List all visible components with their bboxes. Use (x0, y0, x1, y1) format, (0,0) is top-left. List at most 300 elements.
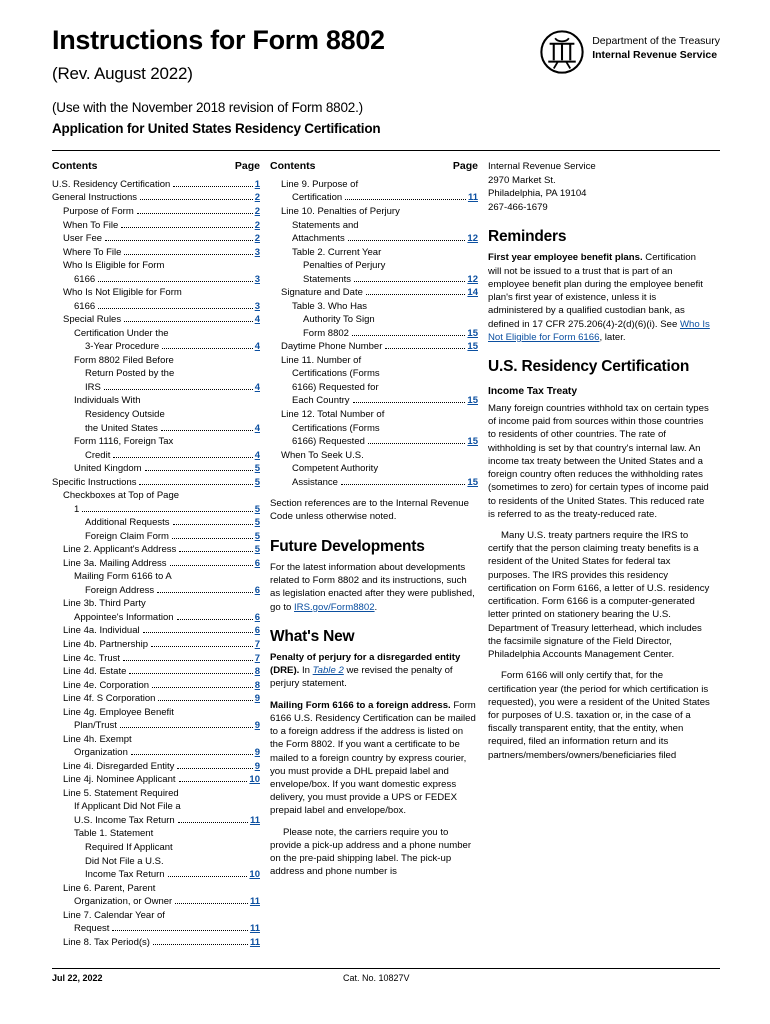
mailing-rest: Form 6166 U.S. Residency Certification can be mailed to a foreign address if the address is listed on the Form 8802. If you want a certificate to be mailed to a foreign country by express courier, you must provide a DHL prepaid label and envelope/box. If you want domestic express delivery, you must provide a UPS or FEDEX prepaid label and envelope/box. (270, 699, 476, 817)
toc-entry-label: Return Posted by the (85, 368, 175, 380)
toc-page-number[interactable]: 7 (254, 652, 260, 664)
toc-entry[interactable] (52, 274, 260, 286)
toc-leader-dots (172, 538, 253, 539)
toc-entry-label: Line 4g. Employee Benefit (63, 706, 174, 718)
toc-leader-dots (121, 227, 252, 228)
agency-department: Department of the Treasury (592, 35, 720, 47)
toc-leader-dots (139, 484, 252, 485)
toc-leader-dots (175, 903, 248, 904)
toc-entry-label: Certifications (Forms (292, 422, 380, 434)
toc-page-number[interactable]: 5 (254, 503, 260, 515)
residency-paragraph-1: Many foreign countries withhold tax on certain types of income paid from sources within those countries to residents of other countries. The rate of withholding is set by that country's internal law. An income tax treaty between the United States and a foreign country often reduces the withholding rates (sometimes to zero) for certain types of income paid to residents of the United States. This reduced rate is referred to as the treaty-reduced rate. (488, 402, 709, 520)
toc-leader-dots (161, 430, 253, 431)
toc-entry[interactable] (270, 192, 478, 204)
toc-entry[interactable] (270, 341, 478, 353)
toc-entry[interactable] (52, 477, 260, 489)
toc-entry-label: Line 2. Applicant's Address (63, 544, 177, 556)
toc-entry[interactable] (52, 937, 260, 949)
toc-page-number[interactable]: 11 (249, 923, 260, 935)
toc-page-number[interactable]: 6 (254, 584, 260, 596)
toc-leader-dots (140, 199, 253, 200)
toc-entry[interactable] (52, 910, 260, 922)
toc-entry[interactable] (52, 463, 260, 475)
toc-entry[interactable] (52, 260, 260, 272)
toc-page-number[interactable]: 3 (254, 273, 260, 285)
toc-entry[interactable] (52, 341, 260, 353)
toc-entry[interactable] (52, 653, 260, 665)
toc-entry[interactable] (52, 314, 260, 326)
toc-entry[interactable] (52, 355, 260, 367)
toc-entry[interactable] (52, 301, 260, 313)
toc-entry-label: 6166 (74, 273, 96, 285)
reminders-text-pre: Certification will not be issued to a trust that is part of an employee benefit plan during the employee benefit plan's first year of existence, unless it is administered by a qualified custodian bank, as defined in 17 CFR 275.206(4)-2(d)(6)(i). See (488, 252, 703, 330)
address-phone: 267-466-1679 (488, 201, 548, 213)
contents-header-2 (270, 160, 478, 174)
future-developments-paragraph (270, 561, 478, 614)
toc-entry-label: Line 4a. Individual (63, 625, 140, 637)
agency-service: Internal Revenue Service (592, 49, 718, 62)
toc-entry-label: Plan/Trust (74, 720, 117, 732)
toc-entry[interactable] (270, 260, 478, 272)
document-footer (52, 968, 720, 983)
toc-entry-label: Certification (292, 192, 343, 204)
toc-page-number[interactable]: 4 (254, 341, 260, 353)
toc-entry[interactable] (52, 368, 260, 380)
toc-entry-label: Line 7. Calendar Year of (63, 909, 165, 921)
toc-leader-dots (123, 660, 253, 661)
toc-entry[interactable] (52, 558, 260, 570)
toc-entry[interactable] (52, 828, 260, 840)
toc-entry-label: Checkboxes at Top of Page (63, 490, 180, 502)
toc-leader-dots (354, 281, 465, 282)
toc-page-number[interactable]: 15 (467, 327, 478, 339)
dre-lead: Penalty of perjury for a disregarded entity (DRE). (270, 651, 461, 677)
toc-entry[interactable] (270, 395, 478, 407)
heading-us-residency-certification: U.S. Residency Certification (488, 358, 690, 376)
toc-entry-label: Request (74, 923, 110, 935)
toc-entry-label: Line 6. Parent, Parent (63, 882, 156, 894)
toc-page-number[interactable]: 4 (254, 449, 260, 461)
toc-entry[interactable] (270, 463, 478, 475)
toc-entry[interactable] (52, 531, 260, 543)
dre-mid: In (299, 665, 313, 677)
toc-entry-label: United Kingdom (74, 463, 142, 475)
toc-entry-label: 3-Year Procedure (85, 341, 160, 353)
toc-entry-label: When To Seek U.S. (281, 449, 364, 461)
toc-entry[interactable] (270, 328, 478, 340)
toc-leader-dots (173, 524, 253, 525)
toc-entry-label: Did Not File a U.S. (85, 855, 164, 867)
toc-entry-label: Credit (85, 449, 111, 461)
toc-page-number[interactable]: 14 (467, 287, 478, 299)
toc-leader-dots (113, 457, 252, 458)
toc-entry-label: Special Rules (63, 314, 122, 326)
mailing-lead: Mailing Form 6166 to a foreign address. (270, 699, 451, 711)
toc-leader-dots (179, 781, 248, 782)
toc-entry[interactable] (52, 801, 260, 813)
toc-page-number[interactable]: 2 (254, 192, 260, 204)
toc-entry[interactable] (52, 666, 260, 678)
toc-leader-dots (98, 308, 253, 309)
toc-leader-dots (170, 565, 253, 566)
toc-entry[interactable] (52, 923, 260, 935)
column-3 (488, 160, 710, 960)
toc-entry-label: Line 4c. Trust (63, 652, 121, 664)
toc-entry-label: U.S. Residency Certification (52, 178, 171, 190)
toc-leader-dots (348, 240, 466, 241)
toc-entry-label: Foreign Claim Form (85, 530, 169, 542)
toc-page-number[interactable]: 4 (254, 381, 260, 393)
toc-page-number[interactable]: 9 (254, 760, 260, 772)
toc-entry-label: Authority To Sign (303, 314, 375, 326)
subheading-income-tax-treaty: Income Tax Treaty (488, 386, 578, 398)
whats-new-item-dre (270, 651, 478, 691)
toc-leader-dots (352, 335, 465, 336)
toc-leader-dots (137, 213, 253, 214)
toc-entry-label: Form 8802 Filed Before (74, 354, 174, 366)
toc-entry[interactable] (270, 314, 478, 326)
toc-entry[interactable] (52, 856, 260, 868)
toc-entry[interactable] (52, 450, 260, 462)
toc-entry-label: Each Country (292, 395, 350, 407)
toc-page-number[interactable]: 9 (254, 747, 260, 759)
toc-page-number[interactable]: 10 (249, 869, 260, 881)
toc-leader-dots (131, 754, 253, 755)
toc-entry-label: User Fee (63, 233, 103, 245)
toc-entry[interactable] (270, 423, 478, 435)
toc-entry[interactable] (52, 287, 260, 299)
toc-entry-label: Purpose of Form (63, 206, 134, 218)
toc-entry-label: Form 1116, Foreign Tax (74, 436, 174, 448)
toc-entry[interactable] (52, 206, 260, 218)
footer-date: Jul 22, 2022 (52, 973, 103, 983)
who-is-not-eligible-link[interactable]: Who Is Not Eligible for Form 6166 (488, 318, 710, 343)
document-subtitle: Application for United States Residency Certification (52, 120, 381, 136)
toc-entry-label: Statements (303, 273, 352, 285)
toc-entry[interactable] (270, 220, 478, 232)
toc-leader-dots (145, 470, 253, 471)
toc-page-number[interactable]: 3 (254, 300, 260, 312)
heading-whats-new: What's New (270, 627, 355, 645)
toc-entry-label: Line 4b. Partnership (63, 639, 149, 651)
toc-entry[interactable] (52, 788, 260, 800)
toc-page-number[interactable]: 15 (467, 476, 478, 488)
toc-entry[interactable] (52, 598, 260, 610)
toc-entry[interactable] (270, 233, 478, 245)
toc-entry-label: U.S. Income Tax Return (74, 814, 175, 826)
toc-entry-label: Organization, or Owner (74, 896, 173, 908)
toc-page-number[interactable]: 2 (254, 219, 260, 231)
toc-page-number[interactable]: 12 (467, 273, 478, 285)
toc-entry[interactable] (52, 625, 260, 637)
body-columns (52, 160, 720, 960)
toc-leader-dots (162, 348, 253, 349)
toc-page-number[interactable]: 8 (254, 679, 260, 691)
toc-entry-label: Appointee's Information (74, 611, 174, 623)
heading-future-developments: Future Developments (270, 537, 425, 555)
toc-page-number[interactable]: 1 (254, 178, 260, 190)
toc-entry-label: Organization (74, 747, 128, 759)
toc-leader-dots (177, 768, 252, 769)
toc-entry-label: Residency Outside (85, 408, 165, 420)
toc-entry[interactable] (52, 220, 260, 232)
toc-entry[interactable] (270, 301, 478, 313)
toc-leader-dots (152, 687, 253, 688)
toc-entry[interactable] (270, 368, 478, 380)
toc-entry-label: Assistance (292, 476, 338, 488)
toc-entry-label: Line 4j. Nominee Applicant (63, 774, 176, 786)
toc-entry-label: Who Is Not Eligible for Form (63, 287, 182, 299)
toc-entry[interactable] (52, 747, 260, 759)
toc-entry-label: Penalties of Perjury (303, 260, 386, 272)
toc-entry[interactable] (270, 179, 478, 191)
toc-leader-dots (353, 402, 466, 403)
residency-paragraph-2: Many U.S. treaty partners require the IRS to certify that the person claiming treaty benefits is a resident of the United States for federal tax purposes. The IRS provides this residency certification on Form 6166, a letter of U.S. residency certification. Form 6166 is a computer-generated letter printed on stationery bearing the U.S. Department of Treasury letterhead, which includes the facsimile signature of the Field Director, Philadelphia Accounts Management Center. (488, 529, 710, 661)
address-line-3: Philadelphia, PA 19104 (488, 188, 587, 200)
toc-page-number[interactable]: 12 (467, 233, 478, 245)
section-reference-note: Section references are to the Internal Revenue Code unless otherwise noted. (270, 497, 469, 522)
toc-page-number[interactable]: 6 (254, 625, 260, 637)
toc-leader-dots (153, 944, 248, 945)
page-label: Page (452, 160, 478, 172)
toc-entry-label: General Instructions (52, 192, 138, 204)
toc-entry-label: Line 12. Total Number of (281, 408, 385, 420)
toc-leader-dots (98, 281, 253, 282)
toc-entry-label: Who Is Eligible for Form (63, 260, 165, 272)
toc-entry[interactable] (52, 436, 260, 448)
toc-entry[interactable] (52, 842, 260, 854)
toc-entry-label: Line 4h. Exempt (63, 733, 132, 745)
toc-entry[interactable] (270, 274, 478, 286)
toc-leader-dots (82, 511, 252, 512)
toc-entry[interactable] (270, 450, 478, 462)
toc-entry[interactable] (52, 179, 260, 191)
toc-entry-label: 6166 (74, 300, 96, 312)
toc-entry[interactable] (270, 382, 478, 394)
toc-entry-label: Competent Authority (292, 463, 379, 475)
column-1 (52, 160, 270, 960)
toc-leader-dots (179, 551, 252, 552)
toc-entry-label: Required If Applicant (85, 841, 173, 853)
toc-page-number[interactable]: 11 (467, 192, 478, 204)
heading-reminders: Reminders (488, 228, 567, 246)
toc-entry[interactable] (52, 544, 260, 556)
toc-entry-label: Individuals With (74, 395, 141, 407)
toc-entry[interactable] (52, 233, 260, 245)
toc-page-number[interactable]: 15 (467, 341, 478, 353)
toc-page-number[interactable]: 7 (254, 639, 260, 651)
toc-page-number[interactable]: 5 (254, 544, 260, 556)
toc-leader-dots (341, 484, 465, 485)
toc-entry[interactable] (52, 504, 260, 516)
page-title: Instructions for Form 8802 (52, 25, 385, 55)
toc-leader-dots (345, 199, 466, 200)
toc-entry[interactable] (52, 571, 260, 583)
toc-entry-label: Table 3. Who Has (292, 300, 367, 312)
toc-page-number[interactable]: 10 (249, 774, 260, 786)
toc-entry-label: Line 9. Purpose of (281, 178, 359, 190)
reminders-lead: First year employee benefit plans. (488, 252, 643, 264)
toc-entry[interactable] (52, 639, 260, 651)
contents-label: Contents (270, 160, 316, 172)
toc-entry-label: Form 8802 (303, 327, 349, 339)
whats-new-item-carriers: Please note, the carriers require you to provide a pick-up address and a phone number on the pre-paid shipping label. The pick-up address and phone number is (270, 826, 472, 878)
toc-leader-dots (151, 646, 253, 647)
reminders-paragraph (488, 251, 710, 344)
toc-list-1 (52, 179, 260, 949)
toc-entry[interactable] (52, 328, 260, 340)
fd-text-pre: For the latest information about developments related to Form 8802 and its instructions, such as legislation enacted after they were published, go to (270, 561, 475, 613)
dre-rest: we revised the penalty of perjury statement. (270, 665, 453, 690)
toc-page-number[interactable]: 4 (254, 422, 260, 434)
reminders-text-post: , later. (599, 331, 626, 343)
toc-entry-label: Signature and Date (281, 287, 363, 299)
toc-entry[interactable] (52, 612, 260, 624)
toc-page-number[interactable]: 5 (254, 476, 260, 488)
whats-new-item-mailing (270, 699, 478, 818)
toc-leader-dots (129, 673, 252, 674)
toc-entry[interactable] (270, 436, 478, 448)
toc-entry[interactable] (52, 585, 260, 597)
toc-page-number[interactable]: 5 (254, 463, 260, 475)
toc-leader-dots (158, 700, 252, 701)
address-line-1: Internal Revenue Service (488, 161, 596, 172)
toc-entry[interactable] (52, 490, 260, 502)
toc-leader-dots (368, 443, 466, 444)
irs-form8802-link[interactable]: IRS.gov/Form8802 (294, 601, 375, 613)
residency-paragraph-3: Form 6166 will only certify that, for the certification year (the period for which certification is requested), you were a resident of the United States for purposes of U.S. taxation or, in the case of a fiscally transparent entity, that the entity, when required, filed an information return and its partners/members/owners/beneficiaries filed (488, 670, 710, 761)
toc-entry[interactable] (52, 815, 260, 827)
toc-entry-label: Income Tax Return (85, 869, 165, 881)
toc-entry-label: Foreign Address (85, 584, 155, 596)
toc-entry[interactable] (52, 734, 260, 746)
contents-label: Contents (52, 160, 98, 172)
revision-label: (Rev. August 2022) (52, 63, 193, 83)
toc-page-number[interactable]: 5 (254, 517, 260, 529)
toc-entry[interactable] (52, 774, 260, 786)
toc-leader-dots (112, 930, 248, 931)
toc-page-number[interactable]: 8 (254, 666, 260, 678)
toc-leader-dots (104, 389, 253, 390)
toc-entry-label: Line 3b. Third Party (63, 598, 146, 610)
toc-entry[interactable] (270, 477, 478, 489)
title-block (52, 26, 482, 84)
toc-entry[interactable] (52, 192, 260, 204)
toc-page-number[interactable]: 6 (254, 611, 260, 623)
toc-entry-label: Attachments (292, 233, 345, 245)
toc-entry[interactable] (52, 707, 260, 719)
toc-leader-dots (124, 321, 253, 322)
toc-entry-label: When To File (63, 219, 119, 231)
toc-entry[interactable] (52, 247, 260, 259)
toc-page-number[interactable]: 15 (467, 436, 478, 448)
toc-entry[interactable] (52, 382, 260, 394)
document-header (52, 26, 720, 136)
toc-entry[interactable] (270, 409, 478, 421)
toc-entry-label: Line 10. Penalties of Perjury (281, 206, 400, 218)
toc-page-number[interactable]: 11 (249, 896, 260, 908)
toc-entry-label: the United States (85, 422, 158, 434)
toc-entry-label: Certification Under the (74, 327, 169, 339)
toc-page-number[interactable]: 2 (254, 233, 260, 245)
toc-page-number[interactable]: 4 (254, 314, 260, 326)
toc-entry[interactable] (270, 206, 478, 218)
address-line-2: 2970 Market St. (488, 174, 556, 186)
column-2 (270, 160, 488, 960)
toc-entry-label: Additional Requests (85, 517, 170, 529)
toc-entry[interactable] (52, 409, 260, 421)
toc-leader-dots (366, 294, 466, 295)
agency-block (540, 30, 720, 74)
toc-entry-label: Line 5. Statement Required (63, 787, 179, 799)
contents-header-1 (52, 160, 260, 174)
toc-entry[interactable] (52, 423, 260, 435)
toc-entry[interactable] (52, 693, 260, 705)
toc-entry-label: Mailing Form 6166 to A (74, 571, 172, 583)
toc-entry-label: Line 4f. S Corporation (63, 693, 156, 705)
toc-page-number[interactable]: 3 (254, 246, 260, 258)
toc-page-number[interactable]: 2 (254, 206, 260, 218)
toc-entry-label: Table 1. Statement (74, 828, 154, 840)
toc-leader-dots (120, 727, 253, 728)
toc-entry-label: If Applicant Did Not File a (74, 801, 181, 813)
toc-leader-dots (177, 619, 253, 620)
toc-page-number[interactable]: 15 (467, 395, 478, 407)
toc-list-2 (270, 179, 478, 489)
toc-page-number[interactable]: 9 (254, 720, 260, 732)
toc-page-number[interactable]: 6 (254, 557, 260, 569)
toc-entry[interactable] (270, 355, 478, 367)
toc-entry[interactable] (52, 720, 260, 732)
toc-page-number[interactable]: 11 (249, 936, 260, 948)
toc-entry-label: Line 11. Number of (281, 354, 362, 366)
toc-entry-label: Where To File (63, 246, 122, 258)
toc-entry-label: Line 8. Tax Period(s) (63, 936, 150, 948)
toc-leader-dots (157, 592, 253, 593)
toc-page-number[interactable]: 11 (249, 814, 260, 826)
toc-entry[interactable] (52, 896, 260, 908)
toc-entry[interactable] (52, 869, 260, 881)
toc-leader-dots (178, 822, 248, 823)
irs-seal-icon (540, 30, 584, 74)
toc-entry-label: 6166) Requested for (292, 381, 379, 393)
toc-entry-label: Specific Instructions (52, 476, 137, 488)
toc-entry-label: 6166) Requested (292, 436, 365, 448)
toc-entry-label: Table 2. Current Year (292, 246, 382, 258)
toc-leader-dots (143, 632, 253, 633)
toc-entry[interactable] (52, 395, 260, 407)
toc-entry[interactable] (52, 761, 260, 773)
footer-catalog-number: Cat. No. 10827V (343, 973, 410, 983)
footer-spacer (710, 973, 720, 983)
toc-page-number[interactable]: 5 (254, 530, 260, 542)
toc-leader-dots (168, 876, 248, 877)
toc-page-number[interactable]: 9 (254, 693, 260, 705)
toc-leader-dots (385, 348, 465, 349)
footer-divider (52, 968, 720, 969)
toc-entry-label: Line 3a. Mailing Address (63, 557, 167, 569)
toc-entry[interactable] (52, 883, 260, 895)
toc-entry[interactable] (270, 287, 478, 299)
toc-entry[interactable] (270, 247, 478, 259)
toc-entry[interactable] (52, 680, 260, 692)
toc-entry-label: Certifications (Forms (292, 368, 380, 380)
toc-entry-label: Statements and (292, 219, 359, 231)
use-with-note: (Use with the November 2018 revision of Form 8802.) (52, 99, 363, 115)
toc-entry[interactable] (52, 517, 260, 529)
toc-leader-dots (124, 254, 252, 255)
table-2-link[interactable]: Table 2 (312, 665, 344, 677)
